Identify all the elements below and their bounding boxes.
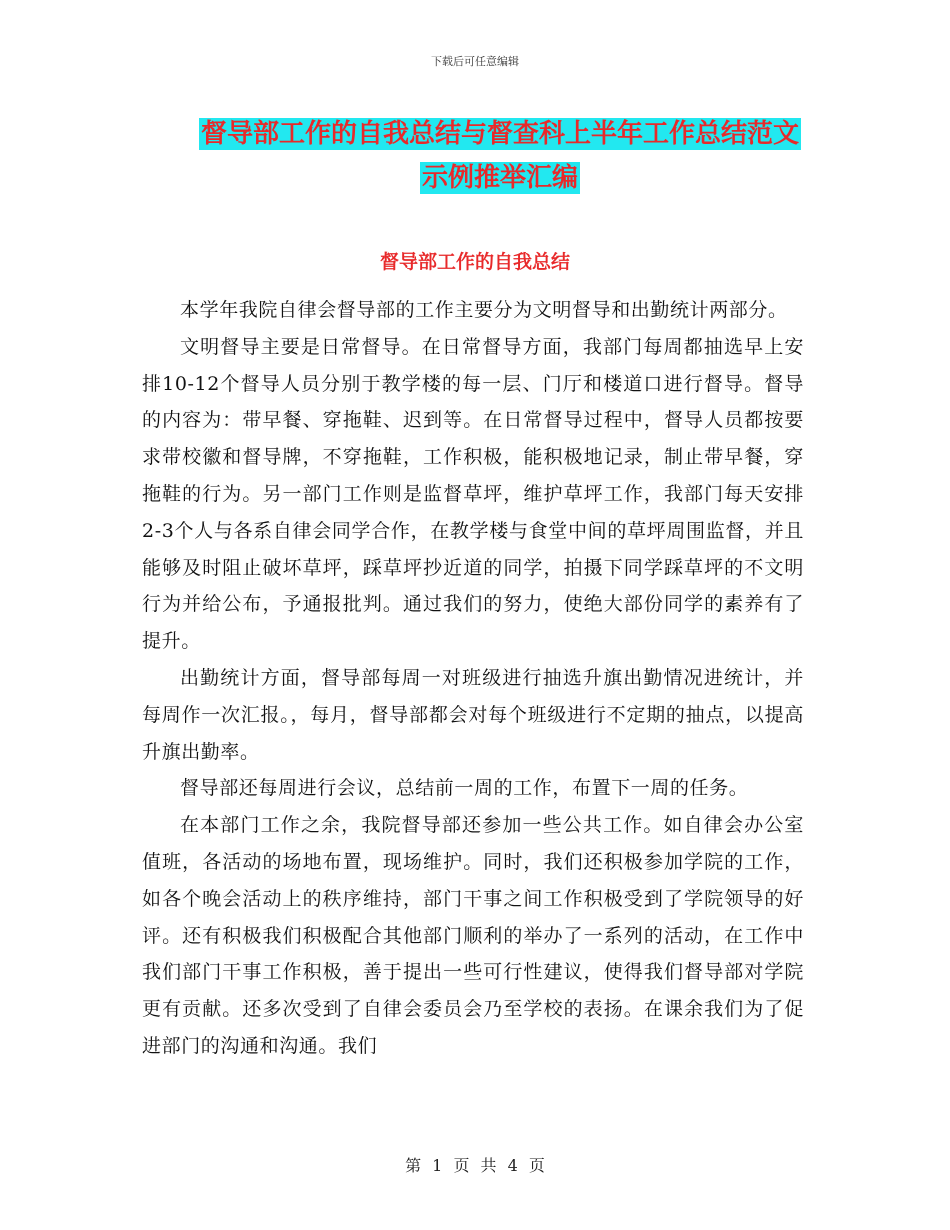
page-indicator: 第 1 页 共 4 页	[405, 1156, 545, 1175]
paragraph: 本学年我院自律会督导部的工作主要分为文明督导和出勤统计两部分。	[180, 299, 788, 321]
document-title-line-2: 示例推举汇编	[421, 163, 578, 193]
document-title-line-1: 督导部工作的自我总结与督查科上半年工作总结范文	[200, 119, 799, 149]
document-title	[195, 112, 805, 200]
paragraph: 督导部还每周进行会议，总结前一周的工作，布置下一周的任务。	[180, 777, 749, 800]
body-text	[142, 292, 804, 1065]
paragraph: 在本部门工作之余，我院督导部还参加一些公共工作。如自律会办公室值班，各活动的场地布置，现场维护。同时，我们还积极参加学院的工作，如各个晚会活动上的秩序维持，部门干事之间工作积极受到了学院领导的好评。还有积极我们积极配合其他部门顺利的举办了一系列的活动，在工作中我们部门干事工作积极，善于提出一些可行性建议，使得我们督导部对学院更有贡献。还多次受到了自律会委员会乃至学校的表扬。在课余我们为了促进部门的沟通和沟通。我们	[142, 814, 804, 1057]
paragraph: 文明督导主要是日常督导。在日常督导方面，我部门每周都抽选早上安排10-12个督导人员分别于教学楼的每一层、门厅和楼道口进行督导。督导的内容为：带早餐、穿拖鞋、迟到等。在日常督导过程中，督导人员都按要求带校徽和督导牌，不穿拖鞋，工作积极，能积极地记录，制止带早餐，穿拖鞋的行为。另一部门工作则是监督草坪，维护草坪工作，我部门每天安排2-3个人与各系自律会同学合作，在教学楼与食堂中间的草坪周围监督，并且能够及时阻止破坏草坪，踩草坪抄近道的同学，拍摄下同学踩草坪的不文明行为并给公布，予通报批判。通过我们的努力，使绝大部份同学的素养有了提升。	[142, 335, 804, 653]
header-note: 下载后可任意编辑	[431, 55, 519, 68]
paragraph: 出勤统计方面，督导部每周一对班级进行抽选升旗出勤情况进统计，并每周作一次汇报。，每月，督导部都会对每个班级进行不定期的抽点，以提高升旗出勤率。	[142, 666, 804, 763]
section-title: 督导部工作的自我总结	[379, 251, 570, 273]
